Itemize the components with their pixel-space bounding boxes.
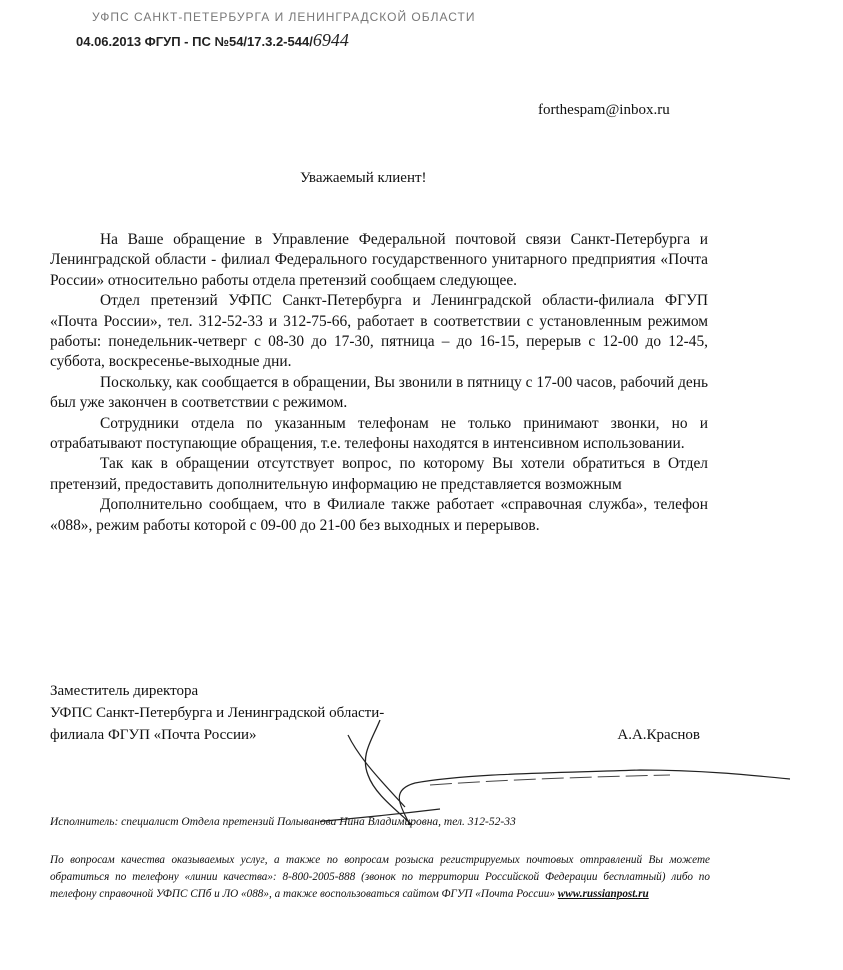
letter-body (50, 230, 708, 536)
paragraph: Дополнительно сообщаем, что в Филиале также работает «справочная служба», телефон «088», режим работы которой с 09-00 до 21-00 без выходных и перерывов. (50, 496, 708, 534)
signer-name: А.А.Краснов (617, 727, 700, 743)
paragraph: На Ваше обращение в Управление Федеральной почтовой связи Санкт-Петербурга и Ленинградской области - филиал Федерального государственного унитарного предприятия «Почта России» относительно работы отдела претензий сообщаем следующее. (50, 231, 708, 289)
paragraph: Так как в обращении отсутствует вопрос, по которому Вы хотели обратиться в Отдел претензий, предоставить дополнительную информацию не представляется возможным (50, 455, 708, 493)
quality-note-text: По вопросам качества оказываемых услуг, а также по вопросам розыска регистрируемых почтовых отправлений Вы можете обратиться по телефону «линии качества»: 8-800-2005-888 (звонок по территории Российской Федерации бесплатный) либо по телефону справочной УФПС СПб и ЛО «088», а также воспользоваться сайтом ФГУП «Почта России» (50, 854, 710, 900)
registration-stamp (76, 30, 349, 51)
greeting: Уважаемый клиент! (300, 170, 427, 186)
quality-note (50, 852, 710, 903)
handwritten-number: 6944 (312, 30, 349, 50)
paragraph: Поскольку, как сообщается в обращении, Вы звонили в пятницу с 17-00 часов, рабочий день был уже закончен в соответствии с режимом. (50, 373, 708, 412)
paragraph: Отдел претензий УФПС Санкт-Петербурга и Ленинградской области-филиала ФГУП «Почта России», тел. 312-52-33 и 312-75-66, работает в соответствии с установленным режимом работы: понедельник-четверг с 08-30 до 17-30, пятница – до 16-15, перерыв с 12-00 до 12-45, суббота, воскресенье-выходные дни. (50, 292, 708, 371)
executor-line: Исполнитель: специалист Отдела претензий Полыванова Нина Владимировна, тел. 312-52-33 (50, 816, 516, 828)
registration-number: 04.06.2013 ФГУП - ПС №54/17.3.2-544/ (76, 34, 313, 49)
signer-title: Заместитель директора (50, 683, 199, 699)
signer-branch: филиала ФГУП «Почта России» (50, 727, 257, 743)
paragraph: Сотрудники отдела по указанным телефонам не только принимают звонки, но и отрабатывают поступающие обращения, т.е. телефоны находятся в интенсивном использовании. (50, 414, 708, 453)
signer-org: УФПС Санкт-Петербурга и Ленинградской области- (50, 705, 385, 721)
website-link[interactable]: www.russianpost.ru (557, 888, 649, 900)
letterhead-org: УФПС САНКТ-ПЕТЕРБУРГА И ЛЕНИНГРАДСКОЙ ОБЛАСТИ (92, 10, 476, 24)
recipient-email: forthespam@inbox.ru (538, 102, 670, 118)
